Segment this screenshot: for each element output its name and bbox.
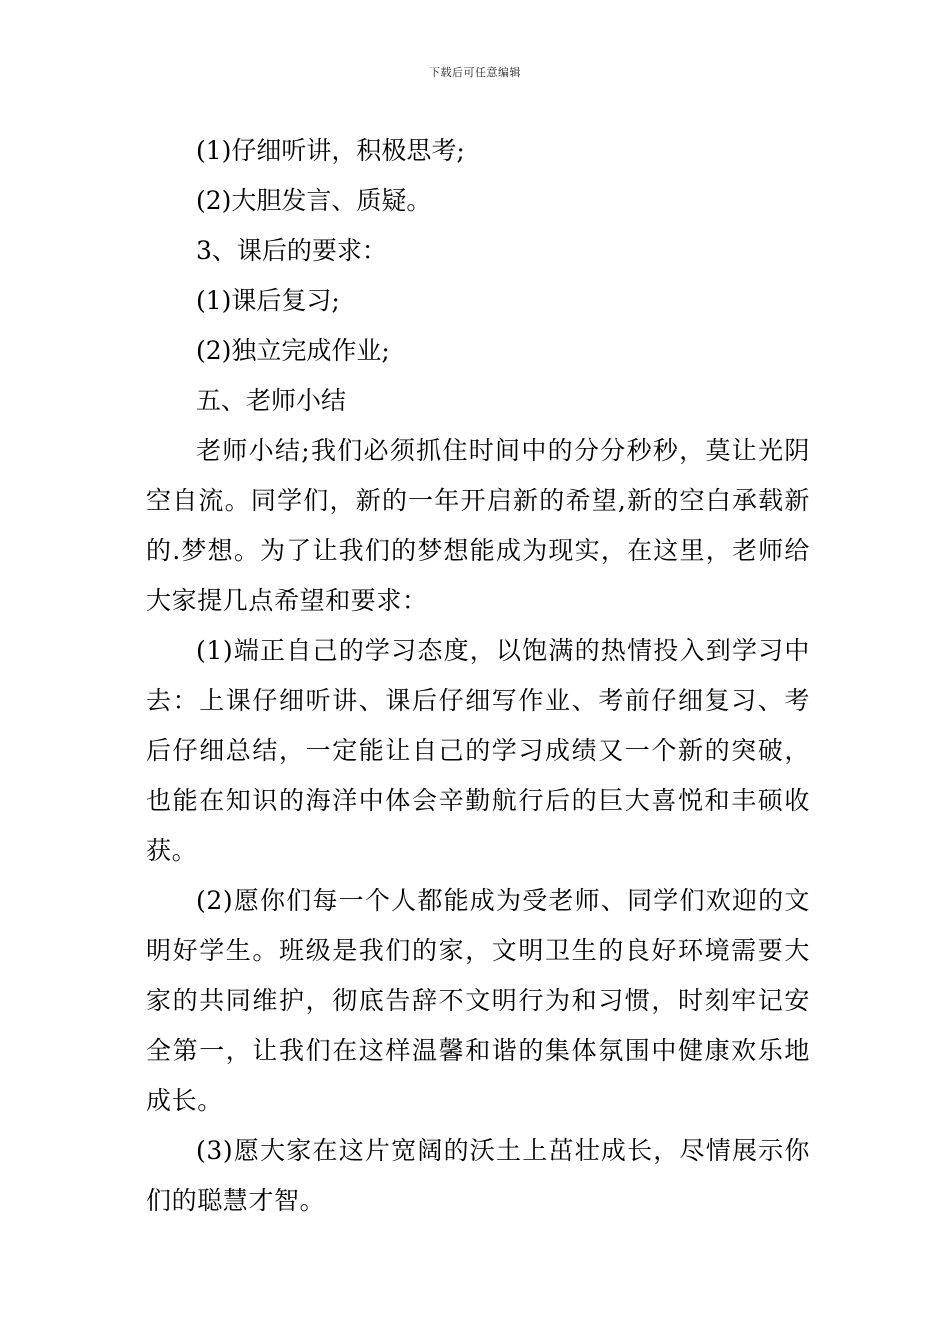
document-body: [146, 126, 810, 1226]
paragraph-summary: 老师小结;我们必须抓住时间中的分分秒秒，莫让光阴空自流。同学们，新的一年开启新的希望,新的空白承载新的.梦想。为了让我们的梦想能成为现实，在这里，老师给大家提几点希望和要求：: [146, 436, 810, 615]
section-heading-summary: 五、老师小结: [196, 386, 347, 415]
paragraph-hope-2: (2)愿你们每一个人都能成为受老师、同学们欢迎的文明好学生。班级是我们的家，文明卫生的良好环境需要大家的共同维护，彻底告辞不文明行为和习惯，时刻牢记安全第一，让我们在这样温馨和谐的集体氛围中健康欢乐地成长。: [146, 886, 810, 1115]
list-item-speak: (2)大胆发言、质疑。: [196, 186, 432, 215]
list-item-homework: (2)独立完成作业;: [196, 336, 390, 365]
list-item-listen: (1)仔细听讲，积极思考;: [196, 136, 465, 165]
section-heading-after-class: 3、课后的要求：: [196, 236, 387, 265]
page-header: 下载后可任意编辑: [429, 66, 521, 79]
paragraph-hope-1: (1)端正自己的学习态度，以饱满的热情投入到学习中去：上课仔细听讲、课后仔细写作业、考前仔细复习、考后仔细总结，一定能让自己的学习成绩又一个新的突破，也能在知识的海洋中体会辛勤航行后的巨大喜悦和丰硕收获。: [146, 636, 810, 865]
paragraph-hope-3: (3)愿大家在这片宽阔的沃土上茁壮成长，尽情展示你们的聪慧才智。: [146, 1136, 810, 1215]
list-item-review: (1)课后复习;: [196, 286, 340, 315]
